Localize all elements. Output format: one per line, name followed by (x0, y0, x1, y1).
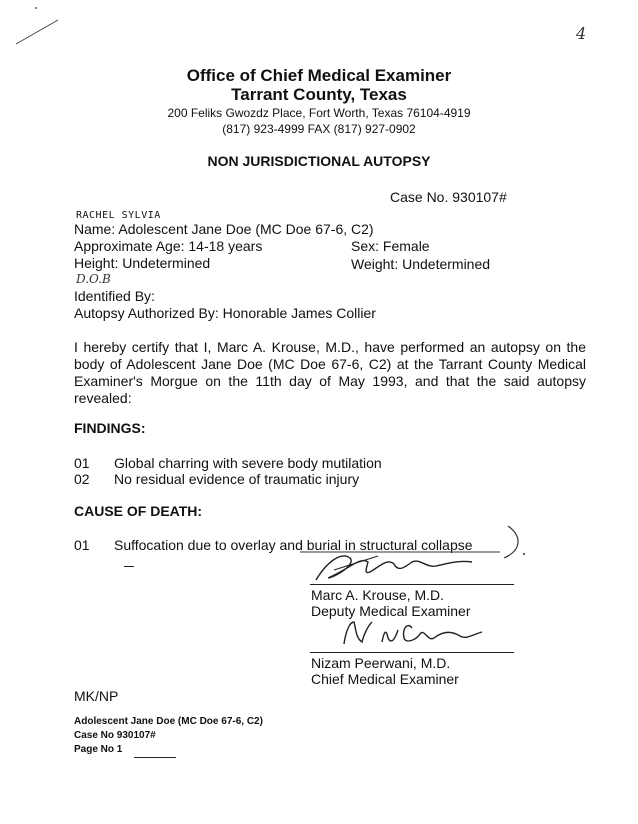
cause-of-death-heading: CAUSE OF DEATH: (74, 503, 203, 519)
footer-case-number: Case No 930107# (74, 730, 156, 741)
case-number: Case No. 930107# (390, 189, 507, 205)
corner-page-mark: 4 (576, 24, 587, 43)
approximate-age: Approximate Age: 14-18 years (74, 238, 263, 254)
county-name: Tarrant County, Texas (231, 85, 407, 104)
footer-decedent: Adolescent Jane Doe (MC Doe 67-6, C2) (74, 716, 263, 727)
handwritten-dob-note: D.O.B (76, 272, 111, 286)
document-title: NON JURISDICTIONAL AUTOPSY (207, 153, 431, 169)
signature-krouse (308, 550, 488, 586)
finding-text: No residual evidence of traumatic injury (114, 471, 360, 487)
weight: Weight: Undetermined (351, 256, 491, 272)
footer-page-number: Page No 1 (74, 744, 123, 755)
signature-line (310, 584, 514, 585)
certification-paragraph: I hereby certify that I, Marc A. Krouse, M.D., have performed an autopsy on the body of Adolescent Jane Doe (MC Doe 67-6, C2) at the Tarrant County Medical Examiner's Morgue on the 11th day of May 1993, and that the said autopsy revealed: (74, 339, 586, 406)
short-dash-mark (124, 566, 134, 567)
footer-page-blank-line (134, 757, 176, 758)
signature-line (310, 652, 514, 653)
office-phone: (817) 923-4999 FAX (817) 927-0902 (222, 122, 416, 136)
signatory-title: Deputy Medical Examiner (311, 603, 471, 619)
office-name: Office of Chief Medical Examiner (186, 66, 452, 85)
height: Height: Undetermined (74, 255, 211, 271)
findings-heading: FINDINGS: (74, 420, 146, 436)
identified-by: Identified By: (74, 288, 155, 304)
cause-text: Suffocation due to overlay and burial in structural collapse (114, 537, 473, 553)
typed-name-note: RACHEL SYLVIA (76, 210, 161, 221)
decedent-name: Name: Adolescent Jane Doe (MC Doe 67-6, C2) (74, 221, 374, 237)
finding-number: 02 (74, 471, 90, 487)
finding-text: Global charring with severe body mutilation (114, 455, 382, 471)
sex: Sex: Female (351, 238, 430, 254)
initials: MK/NP (74, 688, 119, 704)
stray-pen-mark (14, 4, 64, 48)
signatory-title: Chief Medical Examiner (311, 671, 459, 687)
autopsy-authorized-by: Autopsy Authorized By: Honorable James Collier (74, 305, 376, 321)
signatory-name: Marc A. Krouse, M.D. (311, 587, 445, 603)
office-address: 200 Feliks Gwozdz Place, Fort Worth, Texas 76104-4919 (167, 106, 471, 120)
signatory-name: Nizam Peerwani, M.D. (311, 655, 451, 671)
signature-peerwani (338, 616, 498, 650)
finding-number: 01 (74, 455, 90, 471)
cause-number: 01 (74, 537, 90, 553)
